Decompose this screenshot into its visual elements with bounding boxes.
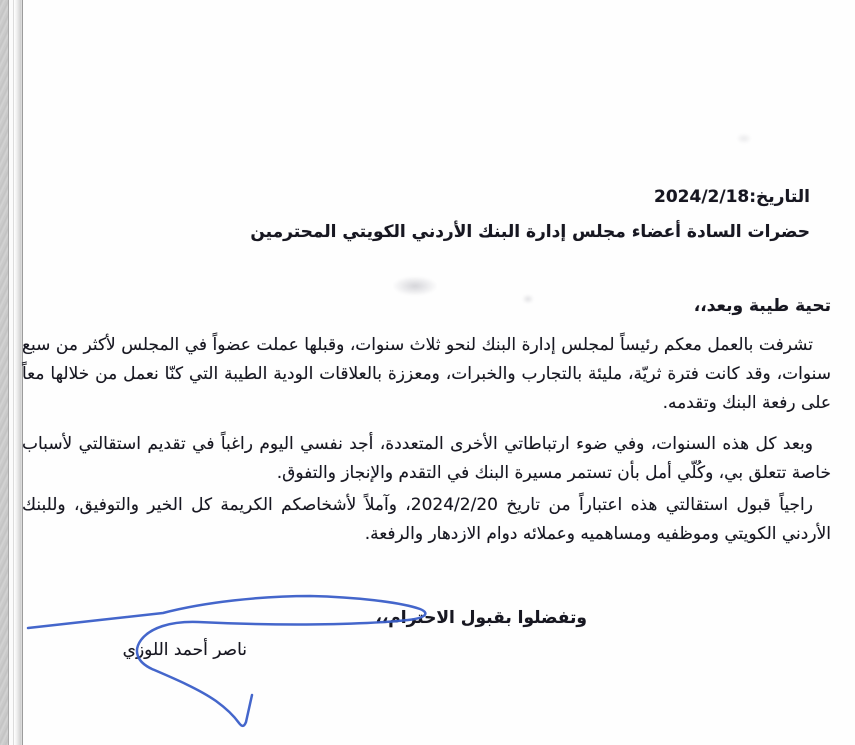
paragraph-3: راجياً قبول استقالتي هذه اعتباراً من تاريخ 2024/2/20، وآملاً لأشخاصكم الكريمة كل الخير والتوفيق، وللبنك الأردني الكويتي وموظفيه ومساهميه وعملائه دوام الازدهار والرفعة. — [22, 495, 831, 544]
salutation-line: تحية طيبة وبعد،، — [693, 296, 831, 316]
date-line: التاريخ:2024/2/18 — [654, 187, 810, 207]
page-edge-texture — [0, 0, 9, 745]
paragraph-1: تشرفت بالعمل معكم رئيساً لمجلس إدارة البنك لنحو ثلاث سنوات، وقبلها عملت عضواً في المجلس لأكثر من سبع سنوات، وقد كانت فترة ثريّة، مليئة بالتجارب والخبرات، ومعززة بالعلاقات الودية الطيبة التي كنّا نعمل من خلالها معاً على رفعة البنك وتقدمه. — [22, 335, 831, 413]
recipient-line: حضرات السادة أعضاء مجلس إدارة البنك الأردني الكويتي المحترمين — [250, 222, 810, 242]
paragraph-2: وبعد كل هذه السنوات، وفي ضوء ارتباطاتي الأخرى المتعددة، أجد نفسي اليوم راغباً في تقديم استقالتي لأسباب خاصة تتعلق بي، وكُلّي أمل بأن تستمر مسيرة البنك في التقدم والإنجاز والتفوق. — [22, 434, 831, 483]
letter-body — [22, 0, 831, 665]
signer-name: ناصر أحمد اللوزي — [122, 640, 247, 660]
closing-line: وتفضلوا بقبول الاحترام،، — [375, 608, 587, 628]
